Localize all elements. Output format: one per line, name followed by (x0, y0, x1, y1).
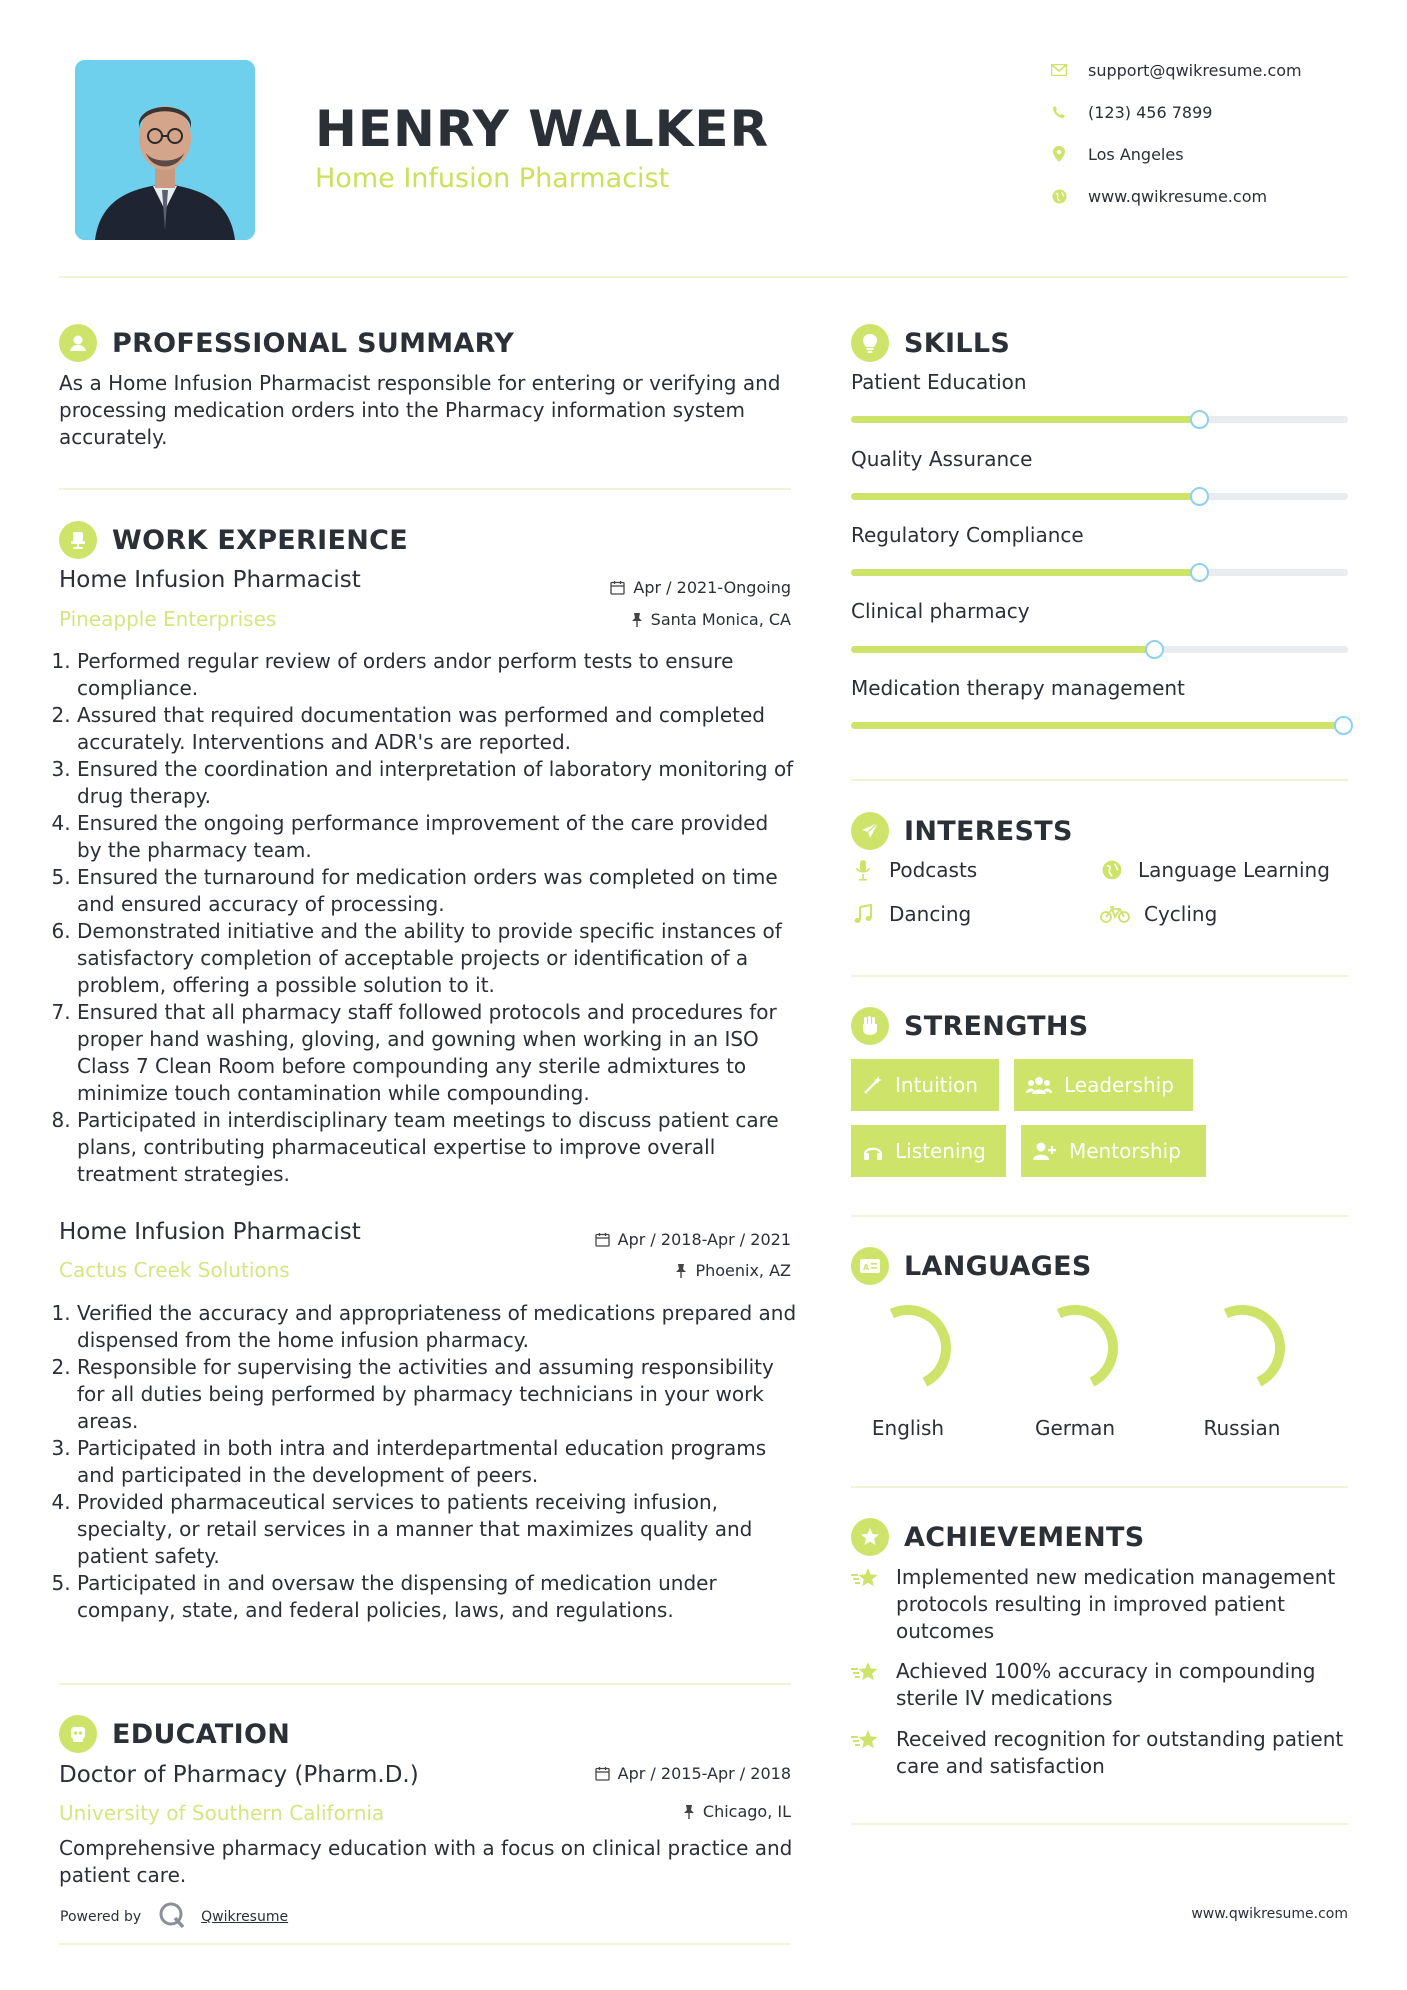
section-strengths-title: STRENGTHS (904, 1010, 1089, 1042)
qwikresume-logo-icon (157, 1900, 187, 1934)
summary-divider (59, 488, 791, 490)
interests-divider (851, 975, 1348, 977)
lightbulb-icon (851, 324, 889, 362)
bicycle-icon (1100, 902, 1130, 926)
job-2-title: Home Infusion Pharmacist (59, 1219, 361, 1245)
job-1-company: Pineapple Enterprises (59, 607, 277, 631)
achievements-divider (851, 1823, 1348, 1825)
job-1-location (500, 610, 791, 629)
strength-mentorship (1021, 1125, 1206, 1177)
candidate-role: Home Infusion Pharmacist (315, 163, 670, 194)
job-1-duties (59, 648, 799, 1188)
list-item: 8. Participated in interdisciplinary team meetings to discuss patient care plans, contributing pharmaceutical expertise to improve overall treatment strategies. (77, 1107, 799, 1188)
svg-text:A: A (863, 1263, 870, 1272)
interest-dancing-label: Dancing (889, 902, 972, 926)
envelope-icon (1050, 61, 1068, 79)
map-pin-icon (1050, 145, 1068, 163)
skill-5-fill (851, 722, 1343, 729)
skill-5-name: Medication therapy management (851, 676, 1185, 700)
section-education-title: EDUCATION (112, 1718, 291, 1750)
qwikresume-link[interactable]: Qwikresume (201, 1909, 289, 1925)
magic-wand-icon (863, 1075, 883, 1095)
experience-divider (59, 1683, 791, 1685)
education-location (500, 1802, 791, 1821)
section-languages-header (851, 1246, 1092, 1286)
skill-5-bar (851, 722, 1348, 729)
language-german-ring (1027, 1300, 1123, 1396)
skill-4-name: Clinical pharmacy (851, 599, 1030, 623)
skill-3-name: Regulatory Compliance (851, 523, 1084, 547)
language-russian (1177, 1300, 1307, 1440)
contact-phone-text: (123) 456 7899 (1088, 102, 1213, 122)
list-item: 2. Responsible for supervising the activities and assuming responsibility for all duties being performed by pharmacy technicians in your work areas. (77, 1354, 799, 1435)
powered-by-text: Powered by (60, 1909, 142, 1925)
section-strengths-header (851, 1006, 1089, 1046)
education-school: University of Southern California (59, 1801, 385, 1825)
group-icon (1026, 1075, 1052, 1095)
graduate-icon (59, 1715, 97, 1753)
contact-location (1050, 139, 1370, 169)
achievement-3 (851, 1726, 1351, 1780)
job-1-date-text: Apr / 2021-Ongoing (633, 578, 791, 597)
strength-listening (851, 1125, 1006, 1177)
list-item: 1. Verified the accuracy and appropriateness of medications prepared and dispensed from the home infusion pharmacy. (77, 1300, 799, 1354)
language-german-label: German (1034, 1416, 1116, 1440)
list-item: 6. Demonstrated initiative and the ability to provide specific instances of satisfactory completion of acceptable projects or identification of a problem, offering a possible solution to it. (77, 918, 799, 999)
section-achievements-header (851, 1517, 1145, 1557)
skill-2-bar (851, 493, 1348, 500)
language-english-ring (860, 1300, 956, 1396)
achievement-1-text: Implemented new medication management protocols resulting in improved patient outcomes (896, 1565, 1336, 1643)
job-2-date-text: Apr / 2018-Apr / 2021 (617, 1230, 791, 1249)
language-russian-label: Russian (1203, 1416, 1281, 1440)
section-education-header (59, 1714, 290, 1754)
education-date (500, 1764, 791, 1783)
pushpin-icon (631, 612, 643, 627)
languages-divider (851, 1486, 1348, 1488)
skill-5-knob[interactable] (1334, 716, 1353, 735)
section-summary-header (59, 323, 514, 363)
achievement-2 (851, 1658, 1351, 1712)
microphone-icon (851, 858, 875, 882)
calendar-icon (595, 1766, 610, 1781)
profile-photo (75, 60, 255, 240)
list-item: 5. Participated in and oversaw the dispensing of medication under company, state, and federal policies, laws, and regulations. (77, 1570, 799, 1624)
candidate-name: HENRY WALKER (315, 100, 770, 158)
pushpin-icon (675, 1263, 687, 1278)
skill-4-knob[interactable] (1145, 640, 1164, 659)
skill-2-knob[interactable] (1190, 487, 1209, 506)
strength-mentorship-label: Mentorship (1069, 1139, 1181, 1163)
calendar-icon (610, 580, 625, 595)
education-divider (59, 1943, 791, 1945)
section-experience-header (59, 520, 408, 560)
calendar-icon (595, 1232, 610, 1247)
job-2-company: Cactus Creek Solutions (59, 1258, 290, 1282)
star-icon (851, 1658, 881, 1712)
list-item: 1. Performed regular review of orders andor perform tests to ensure compliance. (77, 648, 799, 702)
interest-dancing (851, 902, 971, 926)
list-item: 4. Ensured the ongoing performance improvement of the care provided by the pharmacy team. (77, 810, 799, 864)
contact-website[interactable] (1050, 181, 1370, 211)
achievement-3-text: Received recognition for outstanding patient care and satisfaction (896, 1727, 1344, 1778)
paper-plane-icon (851, 812, 889, 850)
list-item: 2. Assured that required documentation was performed and completed accurately. Interventions and ADR's are reported. (77, 702, 799, 756)
globe-icon (1050, 187, 1068, 205)
contact-phone[interactable] (1050, 97, 1370, 127)
section-achievements-title: ACHIEVEMENTS (904, 1521, 1145, 1553)
education-location-text: Chicago, IL (702, 1802, 791, 1821)
strength-leadership-label: Leadership (1064, 1073, 1174, 1097)
skill-1-fill (851, 416, 1199, 423)
interest-language-learning (1100, 858, 1330, 882)
skill-4-bar (851, 646, 1348, 653)
skill-3-fill (851, 569, 1199, 576)
section-skills-header (851, 323, 1010, 363)
phone-icon (1050, 103, 1068, 121)
interest-cycling (1100, 902, 1217, 926)
skill-2-fill (851, 493, 1199, 500)
footer-powered-by (60, 1900, 288, 1934)
job-1-location-text: Santa Monica, CA (650, 610, 791, 629)
list-item: 3. Ensured the coordination and interpretation of laboratory monitoring of drug therapy. (77, 756, 799, 810)
skill-3-bar (851, 569, 1348, 576)
summary-text: As a Home Infusion Pharmacist responsible for entering or verifying and processing medication orders into the Pharmacy information system accurately. (59, 371, 781, 449)
strength-intuition-label: Intuition (895, 1073, 978, 1097)
list-item: 7. Ensured that all pharmacy staff followed protocols and procedures for proper hand washing, gloving, and gowning when working in an ISO Class 7 Clean Room before compounding any sterile admixtures to minimize touch contamination while compounding. (77, 999, 799, 1107)
interest-podcasts (851, 858, 977, 882)
job-1-title: Home Infusion Pharmacist (59, 567, 361, 593)
music-note-icon (851, 902, 875, 926)
job-1-date (500, 578, 791, 597)
strength-listening-label: Listening (895, 1139, 986, 1163)
star-icon (851, 1564, 881, 1645)
language-english (843, 1300, 973, 1440)
headphones-icon (863, 1141, 883, 1161)
achievement-2-text: Achieved 100% accuracy in compounding sterile IV medications (896, 1659, 1316, 1710)
strength-leadership (1014, 1059, 1193, 1111)
job-2-location (500, 1261, 791, 1280)
contact-email-text: support@qwikresume.com (1088, 60, 1302, 80)
fist-icon (851, 1007, 889, 1045)
globe-icon (1100, 858, 1124, 882)
education-degree: Doctor of Pharmacy (Pharm.D.) (59, 1762, 419, 1788)
skill-2-name: Quality Assurance (851, 447, 1033, 471)
skill-3-knob[interactable] (1190, 563, 1209, 582)
interest-cycling-label: Cycling (1144, 902, 1218, 926)
contact-website-text: www.qwikresume.com (1088, 186, 1268, 206)
contact-location-text: Los Angeles (1088, 144, 1184, 164)
language-russian-ring (1194, 1300, 1290, 1396)
achievement-1 (851, 1564, 1351, 1645)
footer-website[interactable]: www.qwikresume.com (1191, 1906, 1348, 1922)
user-circle-icon (59, 324, 97, 362)
translate-icon (851, 1247, 889, 1285)
contact-email[interactable] (1050, 55, 1370, 85)
list-item: 5. Ensured the turnaround for medication orders was completed on time and ensured accuracy of processing. (77, 864, 799, 918)
education-date-text: Apr / 2015-Apr / 2018 (617, 1764, 791, 1783)
user-plus-icon (1033, 1141, 1057, 1161)
language-english-label: English (871, 1416, 945, 1440)
skill-1-knob[interactable] (1190, 410, 1209, 429)
interest-language-learning-label: Language Learning (1138, 858, 1330, 882)
interest-podcasts-label: Podcasts (889, 858, 978, 882)
star-icon (851, 1726, 881, 1780)
strengths-divider (851, 1215, 1348, 1217)
skill-4-fill (851, 646, 1154, 653)
strength-intuition (851, 1059, 999, 1111)
section-interests-header (851, 811, 1073, 851)
job-2-location-text: Phoenix, AZ (695, 1261, 791, 1280)
star-badge-icon (851, 1518, 889, 1556)
job-2-date (500, 1230, 791, 1249)
header-divider (59, 276, 1348, 278)
language-german (1010, 1300, 1140, 1440)
skill-1-bar (851, 416, 1348, 423)
section-experience-title: WORK EXPERIENCE (112, 524, 408, 556)
briefcase-chair-icon (59, 521, 97, 559)
skills-divider (851, 779, 1348, 781)
section-languages-title: LANGUAGES (904, 1250, 1092, 1282)
pushpin-icon (683, 1804, 695, 1819)
skill-1-name: Patient Education (851, 370, 1027, 394)
section-interests-title: INTERESTS (904, 815, 1073, 847)
list-item: 3. Participated in both intra and interdepartmental education programs and participated in the development of peers. (77, 1435, 799, 1489)
job-2-duties (59, 1300, 799, 1624)
education-text: Comprehensive pharmacy education with a focus on clinical practice and patient care. (59, 1836, 793, 1887)
section-summary-title: PROFESSIONAL SUMMARY (112, 327, 515, 359)
section-skills-title: SKILLS (904, 327, 1011, 359)
list-item: 4. Provided pharmaceutical services to patients receiving infusion, specialty, or retail services in a manner that maximizes quality and patient safety. (77, 1489, 799, 1570)
